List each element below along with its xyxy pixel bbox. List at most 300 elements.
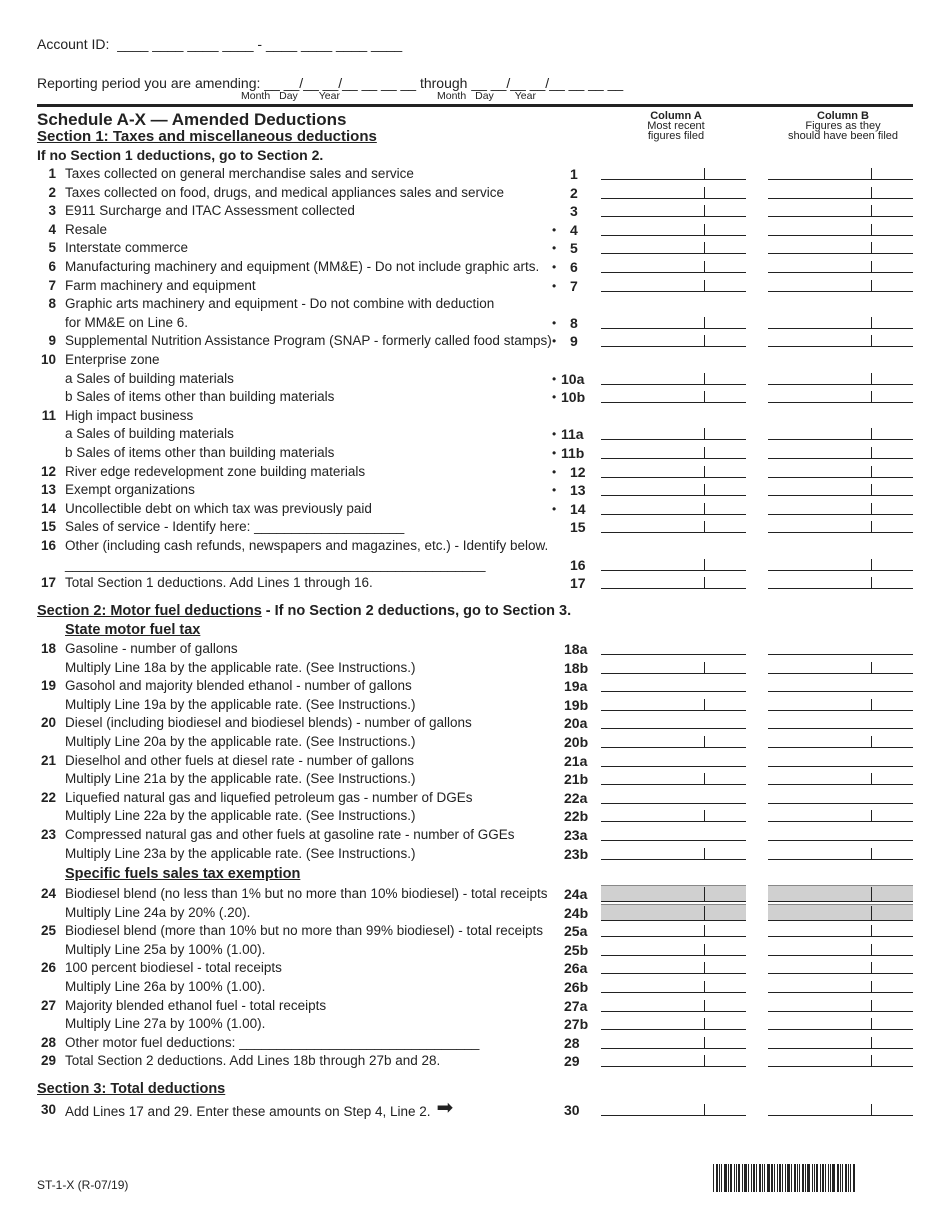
- barcode-bar: [724, 1164, 727, 1192]
- column-a-field[interactable]: [601, 588, 746, 589]
- barcode-bar: [797, 1164, 798, 1192]
- form-id: ST-1-X (R-07/19): [37, 1178, 129, 1192]
- column-b-sub1: Figures as they: [805, 120, 881, 132]
- line-text: Multiply Line 21a by the applicable rate. (See Instructions.): [65, 771, 416, 787]
- reporting-period-row: [37, 75, 623, 91]
- column-b-field[interactable]: [768, 179, 913, 180]
- line-text: Uncollectible debt on which tax was previously paid: [65, 500, 372, 516]
- line-row: [37, 388, 913, 406]
- column-b-field[interactable]: [768, 691, 913, 692]
- barcode-bar: [850, 1164, 851, 1192]
- line-text: Supplemental Nutrition Assistance Program (SNAP - formerly called food stamps): [65, 333, 552, 349]
- barcode-bar: [730, 1164, 732, 1192]
- line-number: 5: [48, 240, 56, 256]
- column-a-field[interactable]: [601, 253, 746, 254]
- column-b-title: Column B: [817, 110, 869, 122]
- line-code: 4: [570, 221, 578, 238]
- line-text: Majority blended ethanol fuel - total receipts: [65, 997, 327, 1013]
- line-row: [37, 370, 913, 388]
- line-number: 8: [48, 296, 56, 312]
- line-text: Add Lines 17 and 29. Enter these amounts on Step 4, Line 2.: [65, 1104, 431, 1119]
- line-text: Sales of service - Identify here: ____________________: [65, 519, 405, 535]
- barcode-bar: [713, 1164, 714, 1192]
- column-a-field[interactable]: [601, 458, 746, 459]
- column-a-field[interactable]: [601, 973, 746, 974]
- barcode: [713, 1164, 870, 1192]
- year-label: Year: [318, 90, 340, 102]
- line-number: 29: [40, 1053, 56, 1069]
- barcode-bar: [779, 1164, 781, 1192]
- bullet-icon: •: [552, 464, 557, 479]
- barcode-bar: [753, 1164, 755, 1192]
- line-text: Multiply Line 20a by the applicable rate. (See Instructions.): [65, 734, 416, 749]
- line-row: [37, 770, 913, 788]
- barcode-bar: [756, 1164, 757, 1192]
- column-a-field[interactable]: [601, 328, 746, 329]
- column-b-field[interactable]: [768, 1048, 913, 1049]
- column-a-field[interactable]: [601, 840, 746, 841]
- column-b-field[interactable]: [768, 272, 913, 273]
- line-row: [37, 997, 913, 1015]
- barcode-bar: [728, 1164, 729, 1192]
- barcode-bar: [820, 1164, 821, 1192]
- line-row: [37, 714, 913, 732]
- line-text: Biodiesel blend (no less than 1% but no more than 10% biodiesel) - total receipts: [65, 886, 548, 901]
- line-code: 26a: [564, 960, 588, 977]
- column-a-field[interactable]: [601, 821, 746, 822]
- column-a-field[interactable]: [601, 803, 746, 804]
- line-number: 6: [48, 259, 56, 274]
- column-b-field[interactable]: [768, 673, 913, 674]
- line-code: 11b: [561, 445, 585, 461]
- line-code: 25b: [564, 941, 589, 958]
- line-text: Manufacturing machinery and equipment (MM&E) - Do not include graphic arts.: [65, 259, 540, 274]
- column-a-field[interactable]: [601, 784, 746, 785]
- line-text: E911 Surcharge and ITAC Assessment collected: [65, 203, 355, 219]
- line-row: [37, 574, 913, 592]
- column-a-field[interactable]: [601, 235, 746, 236]
- column-a-field-shaded[interactable]: [601, 904, 746, 921]
- bullet-icon: •: [552, 390, 557, 405]
- column-b-field-shaded[interactable]: [768, 904, 913, 921]
- line-30-row: [37, 1097, 913, 1119]
- line-number: 12: [40, 463, 56, 479]
- barcode-bar: [812, 1164, 813, 1192]
- bullet-icon: •: [552, 222, 557, 237]
- line-code: 1: [570, 166, 578, 182]
- column-b-field[interactable]: [768, 1029, 913, 1030]
- line-number: 7: [48, 277, 56, 293]
- bullet-icon: •: [552, 260, 557, 274]
- line-text: Enterprise zone: [65, 352, 160, 367]
- line-code: 25a: [564, 923, 588, 940]
- column-b-field[interactable]: [768, 495, 913, 496]
- column-a-field[interactable]: [601, 1066, 746, 1067]
- line-code: 23b: [564, 845, 589, 862]
- column-a-field[interactable]: [601, 710, 746, 711]
- through-label: through: [419, 75, 468, 91]
- column-a-field[interactable]: [601, 1048, 746, 1049]
- bullet-icon: •: [552, 501, 557, 516]
- column-b-field[interactable]: [768, 532, 913, 533]
- column-a-field[interactable]: [601, 198, 746, 199]
- column-b-field-shaded[interactable]: [768, 885, 913, 902]
- line-text: Farm machinery and equipment: [65, 277, 256, 293]
- line-text: Total Section 2 deductions. Add Lines 18b through 27b and 28.: [65, 1053, 441, 1069]
- line-number: 2: [48, 184, 56, 200]
- column-a-field[interactable]: [601, 654, 746, 655]
- barcode-bar: [807, 1164, 810, 1192]
- column-b-field[interactable]: [768, 458, 913, 459]
- column-a-field[interactable]: [601, 992, 746, 993]
- line-text: Total Section 1 deductions. Add Lines 1 through 16.: [65, 575, 373, 591]
- line-code: 17: [570, 575, 586, 592]
- line-text: Other motor fuel deductions: ________________________________: [65, 1034, 480, 1050]
- line-code: 22a: [564, 789, 588, 806]
- line-text: Other (including cash refunds, newspapers and magazines, etc.) - Identify below.: [65, 538, 549, 553]
- barcode-bar: [767, 1164, 770, 1192]
- column-b-field[interactable]: [768, 328, 913, 329]
- column-b-field[interactable]: [768, 402, 913, 403]
- column-b-field[interactable]: [768, 253, 913, 254]
- column-a-field[interactable]: [601, 291, 746, 292]
- column-a-field[interactable]: [601, 747, 746, 748]
- line-number: 9: [48, 333, 56, 349]
- bullet-icon: •: [552, 427, 557, 442]
- line-row: [37, 752, 913, 770]
- column-a-field[interactable]: [601, 570, 746, 571]
- account-id-input[interactable]: ____ ____ ____ ____ - ____ ____ ____ ____: [117, 36, 403, 52]
- line-text: High impact business: [65, 407, 194, 423]
- line-row: [37, 463, 913, 481]
- barcode-bar: [719, 1164, 720, 1192]
- line-text: Interstate commerce: [65, 240, 189, 256]
- line-text: b Sales of items other than building materials: [65, 389, 335, 405]
- column-a-sub2: figures filed: [647, 130, 705, 142]
- line-text: for MM&E on Line 6.: [65, 314, 189, 330]
- column-a-field[interactable]: [601, 955, 746, 956]
- line-text: b Sales of items other than building materials: [65, 445, 335, 460]
- column-b-field[interactable]: [768, 955, 913, 956]
- barcode-bar: [748, 1164, 749, 1192]
- line-row: [37, 885, 913, 903]
- line-text: Exempt organizations: [65, 482, 195, 498]
- column-a-field[interactable]: [601, 532, 746, 533]
- line-code: 20b: [564, 734, 589, 750]
- barcode-bar: [794, 1164, 796, 1192]
- column-b-field[interactable]: [768, 840, 913, 841]
- line-text: ________________________________________________________: [65, 556, 486, 572]
- line-row: [37, 518, 913, 536]
- barcode-bar: [744, 1164, 747, 1192]
- column-a-field[interactable]: [601, 691, 746, 692]
- line-row: [37, 640, 913, 658]
- barcode-bar: [759, 1164, 761, 1192]
- barcode-bar: [751, 1164, 752, 1192]
- line-text: Taxes collected on general merchandise sales and service: [65, 166, 414, 181]
- line-row: [37, 959, 913, 977]
- barcode-bar: [814, 1164, 815, 1192]
- column-a-field[interactable]: [601, 402, 746, 403]
- line-code: 24a: [564, 886, 588, 902]
- line-row: [37, 556, 913, 574]
- barcode-bar: [782, 1164, 783, 1192]
- column-b-field[interactable]: [768, 570, 913, 571]
- barcode-bar: [774, 1164, 775, 1192]
- column-b-field[interactable]: [768, 821, 913, 822]
- line-number: 4: [48, 221, 56, 237]
- column-b-field[interactable]: [768, 803, 913, 804]
- column-a-title: Column A: [650, 110, 702, 122]
- bullet-icon: •: [552, 315, 557, 330]
- line-text: Graphic arts machinery and equipment - Do not combine with deduction: [65, 296, 495, 312]
- column-a-field[interactable]: [601, 514, 746, 515]
- line-code: 10b: [561, 389, 586, 406]
- line-code: 16: [570, 556, 586, 573]
- column-b-field[interactable]: [768, 477, 913, 478]
- line-row: [37, 202, 913, 220]
- column-a-field[interactable]: [601, 346, 746, 347]
- line-text: Compressed natural gas and other fuels at gasoline rate - number of GGEs: [65, 827, 515, 842]
- line-text: Multiply Line 26a by 100% (1.00).: [65, 979, 266, 994]
- bullet-icon: •: [552, 446, 557, 460]
- column-a-field[interactable]: [601, 216, 746, 217]
- column-a-field[interactable]: [601, 1011, 746, 1012]
- column-b-field[interactable]: [768, 1115, 913, 1116]
- barcode-bar: [791, 1164, 792, 1192]
- line-row: [37, 659, 913, 677]
- barcode-bar: [816, 1164, 818, 1192]
- column-a-field[interactable]: [601, 272, 746, 273]
- line-text: Multiply Line 19a by the applicable rate. (See Instructions.): [65, 696, 416, 712]
- barcode-bar: [764, 1164, 765, 1192]
- line-row: [37, 332, 913, 350]
- line-number: 24: [40, 886, 56, 901]
- section2-heading-note: - If no Section 2 deductions, go to Section 3.: [261, 603, 572, 619]
- barcode-bar: [777, 1164, 778, 1192]
- line-row: [37, 500, 913, 518]
- barcode-bar: [845, 1164, 847, 1192]
- column-b-field[interactable]: [768, 346, 913, 347]
- column-b-field[interactable]: [768, 747, 913, 748]
- barcode-bar: [736, 1164, 737, 1192]
- bullet-icon: •: [552, 278, 557, 293]
- line-code: 18a: [564, 641, 588, 657]
- barcode-bar: [742, 1164, 743, 1192]
- column-a-field[interactable]: [601, 766, 746, 767]
- barcode-bar: [721, 1164, 722, 1192]
- column-b-field[interactable]: [768, 198, 913, 199]
- column-a-field[interactable]: [601, 384, 746, 385]
- column-b-field[interactable]: [768, 1066, 913, 1067]
- column-b-field[interactable]: [768, 728, 913, 729]
- line-code: 27b: [564, 1016, 589, 1033]
- column-a-field[interactable]: [601, 477, 746, 478]
- line-number: 25: [40, 923, 56, 939]
- column-b-field[interactable]: [768, 654, 913, 655]
- column-a-field[interactable]: [601, 1029, 746, 1030]
- column-b-field[interactable]: [768, 766, 913, 767]
- line-code: 6: [570, 259, 578, 275]
- line-row: [37, 922, 913, 940]
- line-code: 9: [570, 333, 578, 350]
- right-arrow-icon: ➡: [436, 1097, 454, 1119]
- column-a-field-shaded[interactable]: [601, 885, 746, 902]
- line-text: Gasohol and majority blended ethanol - number of gallons: [65, 678, 412, 694]
- date-labels-to: [437, 90, 536, 102]
- line-code: 28: [564, 1034, 580, 1051]
- line-number: 17: [40, 575, 56, 591]
- column-b-field[interactable]: [768, 384, 913, 385]
- line-number: 21: [40, 752, 56, 768]
- line-code: 30: [564, 1102, 580, 1118]
- line-row: [37, 845, 913, 863]
- state-motor-fuel-tax-heading: State motor fuel tax: [65, 622, 201, 638]
- line-number: 13: [40, 482, 56, 498]
- column-b-field[interactable]: [768, 973, 913, 974]
- line-text: Multiply Line 25a by 100% (1.00).: [65, 941, 266, 957]
- line-text: Multiply Line 27a by 100% (1.00).: [65, 1016, 266, 1032]
- line-row: [37, 677, 913, 695]
- line-text: Multiply Line 22a by the applicable rate. (See Instructions.): [65, 808, 416, 824]
- column-a-field[interactable]: [601, 728, 746, 729]
- column-b-field[interactable]: [768, 588, 913, 589]
- year-label: Year: [514, 90, 536, 102]
- barcode-bar: [738, 1164, 740, 1192]
- line-row: [37, 789, 913, 807]
- column-b-field[interactable]: [768, 439, 913, 440]
- bullet-icon: •: [552, 334, 557, 349]
- line-text: Gasoline - number of gallons: [65, 641, 238, 656]
- line-row: [37, 481, 913, 499]
- line-text: Resale: [65, 221, 108, 237]
- line-number: 3: [48, 203, 56, 219]
- line-number: 27: [40, 997, 56, 1013]
- line-code: 24b: [564, 904, 589, 921]
- line-row: [37, 826, 913, 844]
- line-code: 20a: [564, 715, 588, 732]
- line-text: River edge redevelopment zone building materials: [65, 463, 366, 479]
- line-code: 23a: [564, 827, 588, 843]
- line-row: [37, 1034, 913, 1052]
- line-row: [37, 239, 913, 257]
- line-row: [37, 444, 913, 462]
- line-code: 27a: [564, 997, 588, 1014]
- column-a-field[interactable]: [601, 859, 746, 860]
- line-text: Taxes collected on food, drugs, and medical appliances sales and service: [65, 184, 505, 200]
- section1-heading: Section 1: Taxes and miscellaneous deductions: [37, 128, 377, 145]
- column-b-field[interactable]: [768, 784, 913, 785]
- account-id-row: [37, 36, 402, 52]
- line-row: [37, 277, 913, 295]
- line-code: 7: [570, 277, 578, 294]
- line-code: 13: [570, 482, 586, 499]
- barcode-bar: [762, 1164, 763, 1192]
- barcode-bar: [771, 1164, 773, 1192]
- line-code: 8: [570, 314, 578, 331]
- line-text: Biodiesel blend (more than 10% but no more than 99% biodiesel) - total receipts: [65, 923, 544, 939]
- reporting-period-label: Reporting period you are amending:: [37, 75, 261, 91]
- barcode-bar: [828, 1164, 829, 1192]
- barcode-bar: [734, 1164, 735, 1192]
- section3-heading: Section 3: Total deductions: [37, 1081, 226, 1097]
- line-row: [37, 165, 913, 183]
- line-code: 3: [570, 203, 578, 220]
- section2-heading: Section 2: Motor fuel deductions: [37, 603, 262, 619]
- line-row: [37, 696, 913, 714]
- column-b-field[interactable]: [768, 216, 913, 217]
- column-a-field[interactable]: [601, 673, 746, 674]
- column-a-field[interactable]: [601, 1115, 746, 1116]
- line-code: 26b: [564, 979, 589, 995]
- line-row: [37, 807, 913, 825]
- column-b-field[interactable]: [768, 514, 913, 515]
- column-a-header: [606, 111, 746, 141]
- line-code: 21b: [564, 771, 589, 788]
- reporting-to-input[interactable]: __ __/__ __/__ __ __ __: [471, 75, 624, 91]
- line-text: Liquefied natural gas and liquefied petroleum gas - number of DGEs: [65, 789, 473, 805]
- line-code: 22b: [564, 808, 589, 825]
- schedule-title: Schedule A-X — Amended Deductions: [37, 110, 347, 129]
- account-id-label: Account ID:: [37, 36, 110, 52]
- column-a-field[interactable]: [601, 179, 746, 180]
- line-row: [37, 904, 913, 922]
- barcode-bar: [830, 1164, 831, 1192]
- line-row: [37, 941, 913, 959]
- column-b-field[interactable]: [768, 992, 913, 993]
- barcode-bar: [805, 1164, 806, 1192]
- line-code: 21a: [564, 752, 588, 769]
- barcode-bar: [837, 1164, 839, 1192]
- line-code: 14: [570, 500, 586, 517]
- barcode-bar: [840, 1164, 841, 1192]
- line-code: 12: [570, 463, 586, 480]
- line-number: 20: [40, 715, 56, 731]
- column-b-field[interactable]: [768, 235, 913, 236]
- column-b-field[interactable]: [768, 710, 913, 711]
- reporting-from-input[interactable]: __ __/__ __/__ __ __ __: [264, 75, 417, 91]
- line-text: Multiply Line 24a by 20% (.20).: [65, 904, 251, 920]
- barcode-bar: [825, 1164, 826, 1192]
- barcode-bar: [853, 1164, 855, 1192]
- bullet-icon: •: [552, 483, 557, 498]
- line-number: 19: [40, 678, 56, 694]
- column-b-header: [768, 111, 918, 141]
- column-a-sub1: Most recent: [647, 120, 705, 132]
- column-b-field[interactable]: [768, 936, 913, 937]
- barcode-bar: [842, 1164, 843, 1192]
- column-b-field[interactable]: [768, 291, 913, 292]
- column-a-field[interactable]: [601, 495, 746, 496]
- line-number: 14: [40, 500, 56, 516]
- line-text: a Sales of building materials: [65, 370, 234, 386]
- bullet-icon: •: [552, 241, 557, 256]
- line-number: 22: [40, 789, 56, 805]
- line-row: [37, 221, 913, 239]
- column-a-field[interactable]: [601, 936, 746, 937]
- line-text: Diesel (including biodiesel and biodiesel blends) - number of gallons: [65, 715, 472, 731]
- line-number: 16: [40, 538, 56, 553]
- line-code: 2: [570, 184, 578, 201]
- column-a-field[interactable]: [601, 439, 746, 440]
- line-code: 29: [564, 1053, 580, 1070]
- month-label: Month: [437, 90, 467, 102]
- column-b-field[interactable]: [768, 1011, 913, 1012]
- barcode-bar: [832, 1164, 835, 1192]
- column-b-field[interactable]: [768, 859, 913, 860]
- line-row: [37, 733, 913, 751]
- line-code: 18b: [564, 659, 589, 676]
